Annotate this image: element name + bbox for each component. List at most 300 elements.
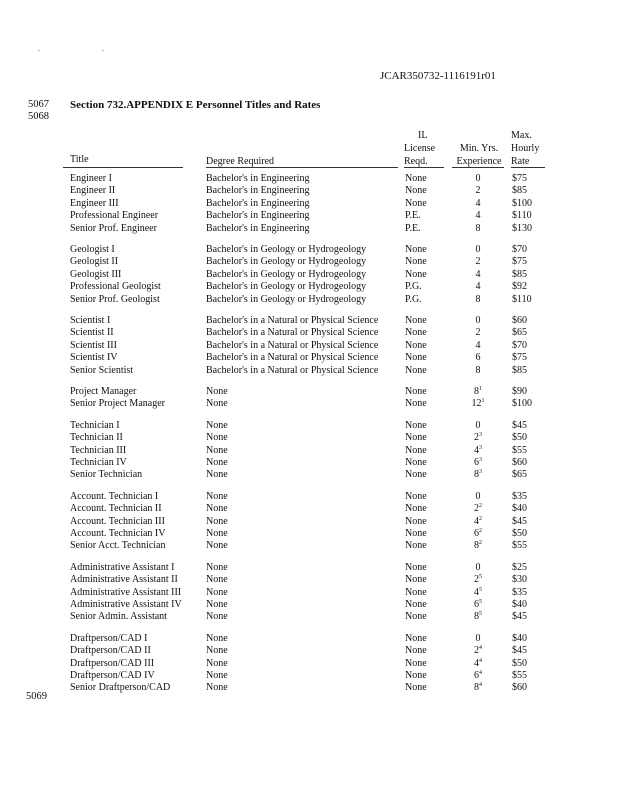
cell-rate: $100 bbox=[512, 197, 532, 209]
cell-degree: None bbox=[206, 599, 228, 610]
cell-license: P.G. bbox=[405, 281, 422, 293]
cell-degree: Bachelor's in a Natural or Physical Science bbox=[206, 327, 379, 339]
footnote-marker: 4 bbox=[479, 645, 482, 652]
cell-title: Senior Scientist bbox=[70, 364, 134, 376]
cell-license: None bbox=[405, 197, 427, 209]
table-row bbox=[0, 198, 618, 210]
cell-experience bbox=[452, 198, 504, 209]
cell-degree: None bbox=[206, 419, 228, 431]
header-underline-experience bbox=[452, 167, 504, 168]
table-row bbox=[0, 432, 618, 444]
experience-years: 4 bbox=[474, 586, 479, 598]
cell-experience bbox=[452, 562, 504, 573]
experience-years: 8 bbox=[475, 364, 481, 376]
table-row bbox=[0, 173, 618, 185]
table-row bbox=[0, 327, 618, 339]
cell-degree: None bbox=[206, 586, 228, 598]
experience-years: 4 bbox=[475, 268, 481, 280]
cell-license: None bbox=[405, 268, 427, 280]
table-row bbox=[0, 611, 618, 623]
table-row bbox=[0, 294, 618, 306]
cell-license: P.E. bbox=[405, 210, 421, 222]
cell-degree: Bachelor's in Geology or Hydrogeology bbox=[206, 244, 367, 255]
cell-experience bbox=[452, 210, 504, 221]
cell-title: Senior Acct. Technician bbox=[70, 540, 166, 552]
cell-degree: Bachelor's in Engineering bbox=[206, 197, 310, 209]
cell-license: None bbox=[405, 632, 427, 644]
header-underline-license bbox=[404, 167, 444, 168]
cell-license: None bbox=[405, 657, 427, 669]
cell-experience bbox=[452, 173, 504, 184]
cell-license: None bbox=[405, 315, 427, 326]
table-row bbox=[0, 670, 618, 682]
cell-degree: Bachelor's in Engineering bbox=[206, 222, 310, 234]
cell-experience bbox=[452, 611, 504, 622]
cell-degree: None bbox=[206, 386, 228, 397]
experience-years: 0 bbox=[475, 561, 481, 573]
cell-experience bbox=[452, 682, 504, 693]
experience-years: 8 bbox=[475, 222, 481, 234]
cell-experience bbox=[452, 281, 504, 292]
cell-title: Account. Technician III bbox=[70, 515, 165, 527]
experience-years: 8 bbox=[475, 293, 481, 305]
cell-license: None bbox=[405, 528, 427, 539]
cell-title: Engineer III bbox=[70, 197, 119, 209]
experience-years: 6 bbox=[474, 528, 479, 539]
experience-years: 4 bbox=[475, 210, 481, 222]
footnote-marker: 1 bbox=[481, 398, 485, 405]
experience-years: 2 bbox=[474, 503, 479, 515]
cell-experience bbox=[452, 420, 504, 431]
header-underline-rate bbox=[511, 167, 545, 168]
footnote-marker: 3 bbox=[479, 457, 482, 463]
cell-rate: $60 bbox=[512, 682, 527, 694]
cell-rate: $75 bbox=[512, 173, 527, 184]
cell-rate: $110 bbox=[512, 293, 532, 305]
table-row bbox=[0, 269, 618, 281]
cell-degree: Bachelor's in Geology or Hydrogeology bbox=[206, 256, 367, 268]
cell-rate: $65 bbox=[512, 469, 527, 481]
cell-degree: Bachelor's in a Natural or Physical Science bbox=[206, 339, 379, 351]
cell-rate: $75 bbox=[512, 352, 527, 364]
footnote-marker: 5 bbox=[479, 599, 482, 605]
cell-degree: Bachelor's in Engineering bbox=[206, 210, 310, 222]
cell-title: Engineer II bbox=[70, 185, 116, 197]
experience-years: 2 bbox=[475, 256, 481, 268]
cell-license: None bbox=[405, 670, 427, 681]
cell-rate: $35 bbox=[512, 490, 527, 502]
header-rate-line1: Max. bbox=[511, 130, 532, 141]
cell-title: Administrative Assistant III bbox=[70, 586, 182, 598]
table-row bbox=[0, 682, 618, 694]
cell-title: Administrative Assistant IV bbox=[70, 599, 182, 610]
table-row bbox=[0, 528, 618, 540]
experience-years: 2 bbox=[474, 574, 479, 586]
header-license-line3: Reqd. bbox=[404, 156, 428, 167]
cell-license: P.E. bbox=[405, 222, 421, 234]
cell-license: None bbox=[405, 490, 427, 502]
cell-title: Scientist III bbox=[70, 339, 117, 351]
experience-years: 8 bbox=[474, 540, 479, 552]
cell-experience bbox=[452, 269, 504, 280]
cell-experience bbox=[452, 352, 504, 363]
cell-title: Senior Prof. Engineer bbox=[70, 222, 157, 234]
cell-experience bbox=[452, 445, 504, 456]
cell-license: None bbox=[405, 599, 427, 610]
cell-title: Scientist IV bbox=[70, 352, 118, 364]
cell-title: Technician IV bbox=[70, 457, 127, 468]
footnote-marker: 4 bbox=[479, 682, 482, 689]
cell-degree: None bbox=[206, 657, 228, 669]
stray-marks: . . bbox=[38, 44, 134, 53]
table-row bbox=[0, 185, 618, 197]
header-license-line2: License bbox=[404, 143, 436, 154]
header-experience-line1: Min. Yrs. bbox=[459, 143, 499, 154]
experience-years: 4 bbox=[474, 657, 479, 669]
experience-years: 0 bbox=[475, 490, 481, 502]
cell-title: Draftperson/CAD IV bbox=[70, 670, 155, 681]
cell-rate: $110 bbox=[512, 210, 532, 222]
cell-degree: None bbox=[206, 645, 228, 657]
cell-rate: $40 bbox=[512, 632, 527, 644]
experience-years: 4 bbox=[474, 515, 479, 527]
cell-license: None bbox=[405, 327, 427, 339]
cell-degree: Bachelor's in a Natural or Physical Science bbox=[206, 364, 379, 376]
experience-years: 8 bbox=[474, 386, 479, 397]
footnote-marker: 3 bbox=[479, 444, 482, 451]
cell-license: None bbox=[405, 574, 427, 586]
header-rate-line3: Rate bbox=[511, 156, 530, 167]
table-row bbox=[0, 223, 618, 235]
table-row bbox=[0, 365, 618, 377]
cell-experience bbox=[452, 244, 504, 255]
table-row bbox=[0, 420, 618, 432]
cell-license: None bbox=[405, 432, 427, 444]
cell-degree: None bbox=[206, 528, 228, 539]
cell-license: None bbox=[405, 645, 427, 657]
cell-degree: None bbox=[206, 574, 228, 586]
cell-license: None bbox=[405, 457, 427, 468]
footnote-marker: 3 bbox=[479, 469, 482, 476]
cell-experience bbox=[452, 340, 504, 351]
cell-rate: $85 bbox=[512, 268, 527, 280]
cell-rate: $35 bbox=[512, 586, 527, 598]
cell-degree: Bachelor's in Geology or Hydrogeology bbox=[206, 281, 367, 293]
cell-title: Account. Technician IV bbox=[70, 528, 166, 539]
table-row bbox=[0, 445, 618, 457]
cell-degree: None bbox=[206, 490, 228, 502]
cell-experience bbox=[452, 398, 504, 409]
footnote-marker: 2 bbox=[479, 540, 482, 547]
cell-rate: $45 bbox=[512, 419, 527, 431]
table-row bbox=[0, 386, 618, 398]
experience-years: 2 bbox=[475, 327, 481, 339]
cell-rate: $85 bbox=[512, 364, 527, 376]
cell-title: Administrative Assistant I bbox=[70, 561, 175, 573]
table-row bbox=[0, 658, 618, 670]
cell-title: Senior Prof. Geologist bbox=[70, 293, 160, 305]
header-rate bbox=[511, 129, 539, 168]
experience-years: 8 bbox=[474, 682, 479, 694]
cell-experience bbox=[452, 294, 504, 305]
cell-rate: $25 bbox=[512, 561, 527, 573]
cell-experience bbox=[452, 457, 504, 468]
cell-degree: None bbox=[206, 398, 228, 410]
footnote-marker: 2 bbox=[479, 528, 482, 534]
cell-title: Engineer I bbox=[70, 173, 112, 184]
experience-years: 2 bbox=[474, 645, 479, 657]
cell-degree: None bbox=[206, 457, 228, 468]
footnote-marker: 5 bbox=[479, 574, 482, 581]
cell-degree: None bbox=[206, 432, 228, 444]
experience-years: 6 bbox=[474, 670, 479, 681]
cell-title: Senior Admin. Assistant bbox=[70, 611, 167, 623]
cell-rate: $100 bbox=[512, 398, 532, 410]
footnote-marker: 4 bbox=[479, 670, 482, 676]
experience-years: 6 bbox=[474, 599, 479, 610]
cell-license: None bbox=[405, 185, 427, 197]
cell-title: Account. Technician I bbox=[70, 490, 159, 502]
table-row bbox=[0, 469, 618, 481]
cell-license: None bbox=[405, 244, 427, 255]
table-row bbox=[0, 633, 618, 645]
table-row bbox=[0, 256, 618, 268]
cell-rate: $85 bbox=[512, 185, 527, 197]
cell-license: None bbox=[405, 256, 427, 268]
cell-title: Draftperson/CAD II bbox=[70, 645, 151, 657]
table-row bbox=[0, 244, 618, 256]
cell-rate: $60 bbox=[512, 315, 527, 326]
cell-license: None bbox=[405, 419, 427, 431]
experience-years: 4 bbox=[474, 444, 479, 456]
cell-degree: None bbox=[206, 540, 228, 552]
line-number-5069: 5069 bbox=[26, 691, 47, 702]
cell-experience bbox=[452, 491, 504, 502]
cell-license: None bbox=[405, 364, 427, 376]
cell-degree: None bbox=[206, 632, 228, 644]
cell-license: None bbox=[405, 561, 427, 573]
cell-license: None bbox=[405, 611, 427, 623]
cell-experience bbox=[452, 540, 504, 551]
experience-years: 0 bbox=[475, 244, 481, 255]
cell-rate: $30 bbox=[512, 574, 527, 586]
cell-rate: $40 bbox=[512, 503, 527, 515]
cell-experience bbox=[452, 574, 504, 585]
header-degree: Degree Required bbox=[206, 156, 275, 167]
experience-years: 2 bbox=[475, 185, 481, 197]
cell-degree: None bbox=[206, 444, 228, 456]
cell-degree: None bbox=[206, 611, 228, 623]
cell-experience bbox=[452, 658, 504, 669]
cell-rate: $40 bbox=[512, 599, 527, 610]
cell-rate: $55 bbox=[512, 444, 527, 456]
cell-title: Draftperson/CAD III bbox=[70, 657, 155, 669]
table-row bbox=[0, 340, 618, 352]
experience-years: 6 bbox=[474, 457, 479, 468]
cell-rate: $45 bbox=[512, 611, 527, 623]
cell-title: Professional Engineer bbox=[70, 210, 159, 222]
experience-years: 2 bbox=[474, 432, 479, 444]
experience-years: 6 bbox=[475, 352, 481, 364]
cell-title: Senior Project Manager bbox=[70, 398, 165, 410]
experience-years: 0 bbox=[475, 419, 481, 431]
cell-title: Project Manager bbox=[70, 386, 137, 397]
cell-title: Administrative Assistant II bbox=[70, 574, 178, 586]
header-title: Title bbox=[70, 154, 89, 165]
cell-title: Scientist II bbox=[70, 327, 114, 339]
cell-experience bbox=[452, 516, 504, 527]
cell-rate: $45 bbox=[512, 515, 527, 527]
cell-degree: None bbox=[206, 561, 228, 573]
cell-title: Technician III bbox=[70, 444, 127, 456]
cell-experience bbox=[452, 599, 504, 610]
section-heading: Section 732.APPENDIX E Personnel Titles and Rates bbox=[70, 99, 321, 111]
cell-title: Senior Draftperson/CAD bbox=[70, 682, 171, 694]
cell-license: None bbox=[405, 173, 427, 184]
cell-license: None bbox=[405, 352, 427, 364]
cell-experience bbox=[452, 185, 504, 196]
cell-rate: $55 bbox=[512, 670, 527, 681]
header-experience-line2: Experience bbox=[456, 156, 502, 167]
cell-rate: $90 bbox=[512, 386, 527, 397]
cell-title: Geologist III bbox=[70, 268, 122, 280]
cell-degree: Bachelor's in Geology or Hydrogeology bbox=[206, 293, 367, 305]
cell-experience bbox=[452, 528, 504, 539]
header-license bbox=[404, 129, 444, 168]
cell-license: None bbox=[405, 503, 427, 515]
cell-title: Account. Technician II bbox=[70, 503, 162, 515]
table-row bbox=[0, 491, 618, 503]
table-row bbox=[0, 645, 618, 657]
cell-rate: $65 bbox=[512, 327, 527, 339]
cell-rate: $50 bbox=[512, 528, 527, 539]
cell-rate: $70 bbox=[512, 339, 527, 351]
cell-title: Professional Geologist bbox=[70, 281, 161, 293]
document-id: JCAR350732-1116191r01 bbox=[380, 70, 496, 82]
header-rate-line2: Hourly bbox=[511, 143, 540, 154]
cell-rate: $50 bbox=[512, 657, 527, 669]
cell-rate: $92 bbox=[512, 281, 527, 293]
cell-rate: $60 bbox=[512, 457, 527, 468]
table-row bbox=[0, 457, 618, 469]
footnote-marker: 5 bbox=[479, 611, 482, 618]
cell-experience bbox=[452, 223, 504, 234]
cell-rate: $70 bbox=[512, 244, 527, 255]
cell-experience bbox=[452, 503, 504, 514]
table-row bbox=[0, 281, 618, 293]
cell-experience bbox=[452, 587, 504, 598]
cell-degree: None bbox=[206, 469, 228, 481]
cell-degree: Bachelor's in Engineering bbox=[206, 185, 310, 197]
cell-license: None bbox=[405, 586, 427, 598]
experience-years: 0 bbox=[475, 632, 481, 644]
cell-title: Senior Technician bbox=[70, 469, 143, 481]
table-row bbox=[0, 352, 618, 364]
cell-title: Technician II bbox=[70, 432, 123, 444]
cell-experience bbox=[452, 670, 504, 681]
cell-degree: Bachelor's in Geology or Hydrogeology bbox=[206, 268, 367, 280]
cell-experience bbox=[452, 432, 504, 443]
cell-title: Geologist I bbox=[70, 244, 115, 255]
cell-degree: None bbox=[206, 515, 228, 527]
cell-license: None bbox=[405, 540, 427, 552]
cell-license: None bbox=[405, 444, 427, 456]
cell-license: None bbox=[405, 386, 427, 397]
table-row bbox=[0, 587, 618, 599]
experience-years: 8 bbox=[474, 611, 479, 623]
cell-license: None bbox=[405, 339, 427, 351]
header-underline-degree bbox=[206, 167, 398, 168]
table-row bbox=[0, 398, 618, 410]
cell-title: Draftperson/CAD I bbox=[70, 632, 148, 644]
cell-license: P.G. bbox=[405, 293, 422, 305]
table-row bbox=[0, 599, 618, 611]
header-experience bbox=[453, 142, 505, 168]
cell-rate: $130 bbox=[512, 222, 532, 234]
cell-license: None bbox=[405, 398, 427, 410]
footnote-marker: 2 bbox=[479, 515, 482, 522]
cell-experience bbox=[452, 645, 504, 656]
cell-experience bbox=[452, 256, 504, 267]
footnote-marker: 1 bbox=[479, 386, 482, 392]
cell-experience bbox=[452, 633, 504, 644]
cell-experience bbox=[452, 365, 504, 376]
table-row bbox=[0, 562, 618, 574]
cell-experience bbox=[452, 315, 504, 326]
experience-years: 12 bbox=[471, 398, 482, 410]
table-row bbox=[0, 516, 618, 528]
cell-title: Scientist I bbox=[70, 315, 111, 326]
cell-experience bbox=[452, 327, 504, 338]
footnote-marker: 3 bbox=[479, 432, 482, 439]
table-row bbox=[0, 210, 618, 222]
experience-years: 4 bbox=[475, 197, 481, 209]
cell-license: None bbox=[405, 682, 427, 694]
cell-rate: $55 bbox=[512, 540, 527, 552]
table-row bbox=[0, 503, 618, 515]
footnote-marker: 2 bbox=[479, 503, 482, 510]
table-row bbox=[0, 315, 618, 327]
experience-years: 4 bbox=[475, 281, 481, 293]
line-number-5068: 5068 bbox=[28, 111, 49, 122]
experience-years: 0 bbox=[475, 173, 481, 184]
footnote-marker: 4 bbox=[479, 657, 482, 664]
experience-years: 4 bbox=[475, 339, 481, 351]
header-license-line1: IL bbox=[418, 130, 428, 141]
cell-degree: Bachelor's in a Natural or Physical Science bbox=[206, 352, 379, 364]
cell-license: None bbox=[405, 469, 427, 481]
cell-rate: $45 bbox=[512, 645, 527, 657]
cell-rate: $50 bbox=[512, 432, 527, 444]
cell-title: Technician I bbox=[70, 419, 120, 431]
cell-title: Geologist II bbox=[70, 256, 119, 268]
experience-years: 8 bbox=[474, 469, 479, 481]
header-underline-title bbox=[63, 167, 183, 168]
cell-degree: Bachelor's in Engineering bbox=[206, 173, 310, 184]
cell-degree: Bachelor's in a Natural or Physical Science bbox=[206, 315, 379, 326]
cell-degree: None bbox=[206, 670, 228, 681]
footnote-marker: 5 bbox=[479, 586, 482, 593]
line-number-5067: 5067 bbox=[28, 99, 49, 110]
table-row bbox=[0, 574, 618, 586]
cell-degree: None bbox=[206, 682, 228, 694]
cell-experience bbox=[452, 386, 504, 397]
cell-rate: $75 bbox=[512, 256, 527, 268]
table-row bbox=[0, 540, 618, 552]
cell-experience bbox=[452, 469, 504, 480]
experience-years: 0 bbox=[475, 315, 481, 326]
cell-degree: None bbox=[206, 503, 228, 515]
